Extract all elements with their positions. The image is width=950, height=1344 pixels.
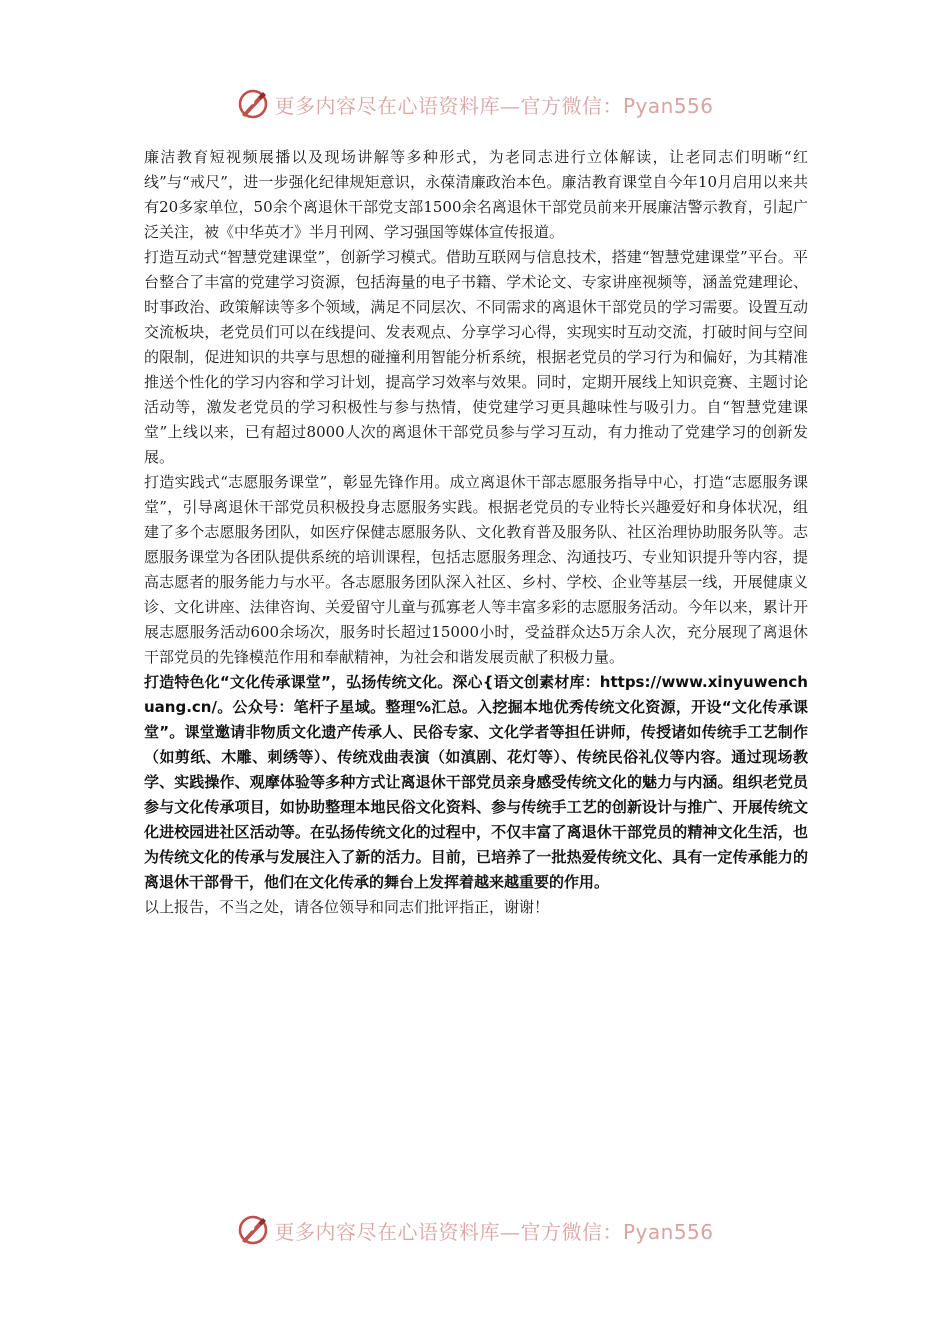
pen-circle-logo-icon — [236, 87, 270, 121]
paragraph-closing: 以上报告，不当之处，请各位领导和同志们批评指正，谢谢！ — [144, 898, 550, 916]
footer-banner-cn: 更多内容尽在心语资料库—官方微信： — [274, 1219, 623, 1244]
header-banner-cn: 更多内容尽在心语资料库—官方微信： — [274, 93, 623, 118]
header-banner-id: Pyan556 — [622, 93, 714, 118]
footer-banner-text — [274, 1216, 713, 1245]
paragraph-volunteer-class: 打造实践式“志愿服务课堂”，彰显先锋作用。成立离退休干部志愿服务指导中心，打造“志愿服务课堂”，引导离退休干部党员积极投身志愿服务实践。根据老党员的专业特长兴趣爱好和身体状况，组建了多个志愿服务团队，如医疗保健志愿服务队、文化教育普及服务队、社区治理协助服务队等。志愿服务课堂为各团队提供系统的培训课程，包括志愿服务理念、沟通技巧、专业知识提升等内容，提高志愿者的服务能力与水平。各志愿服务团队深入社区、乡村、学校、企业等基层一线，开展健康义诊、文化讲座、法律咨询、关爱留守儿童与孤寡老人等丰富多彩的志愿服务活动。今年以来，累计开展志愿服务活动600余场次，服务时长超过15000小时，受益群众达5万余人次，充分展现了离退休干部党员的先锋模范作用和奉献精神，为社会和谐发展贡献了积极力量。 — [144, 473, 808, 666]
header-banner-text — [274, 90, 713, 119]
paragraph-smart-party-class: 打造互动式“智慧党建课堂”，创新学习模式。借助互联网与信息技术，搭建“智慧党建课堂”平台。平台整合了丰富的党建学习资源，包括海量的电子书籍、学术论文、专家讲座视频等，涵盖党建理论、时事政治、政策解读等多个领域，满足不同层次、不同需求的离退休干部党员的学习需要。设置互动交流板块，老党员们可以在线提问、发表观点、分享学习心得，实现实时互动交流，打破时间与空间的限制，促进知识的共享与思想的碰撞利用智能分析系统，根据老党员的学习行为和偏好，为其精准推送个性化的学习内容和学习计划，提高学习效率与效果。同时，定期开展线上知识竞赛、主题讨论活动等，激发老党员的学习积极性与参与热情，使党建学习更具趣味性与吸引力。自“智慧党建课堂”上线以来，已有超过8000人次的离退休干部党员参与学习互动，有力推动了党建学习的创新发展。 — [144, 248, 808, 466]
header-banner — [0, 84, 950, 124]
footer-banner-id: Pyan556 — [622, 1219, 714, 1244]
paragraph-culture-class: 打造特色化“文化传承课堂”，弘扬传统文化。深心{语文创素材库：https://www.xinyuwenchuang.cn/。公众号：笔杆子星域。整理%汇总。入挖掘本地优秀传统文化资源，开设“文化传承课堂”。课堂邀请非物质文化遗产传承人、民俗专家、文化学者等担任讲师，传授诸如传统手工艺制作（如剪纸、木雕、刺绣等）、传统戏曲表演（如滇剧、花灯等）、传统民俗礼仪等内容。通过现场教学、实践操作、观摩体验等多种方式让离退休干部党员亲身感受传统文化的魅力与内涵。组织老党员参与文化传承项目，如协助整理本地民俗文化资料、参与传统手工艺的创新设计与推广、开展传统文化进校园进社区活动等。在弘扬传统文化的过程中，不仅丰富了离退休干部党员的精神文化生活，也为传统文化的传承与发展注入了新的活力。目前，已培养了一批热爱传统文化、具有一定传承能力的离退休干部骨干，他们在文化传承的舞台上发挥着越来越重要的作用。 — [144, 673, 808, 891]
document-body — [144, 145, 808, 920]
pen-circle-logo-icon — [236, 1213, 270, 1247]
footer-banner — [0, 1210, 950, 1250]
paragraph-integrity-education: 廉洁教育短视频展播以及现场讲解等多种形式，为老同志进行立体解读，让老同志们明晰“红线”与“戒尺”，进一步强化纪律规矩意识，永葆清廉政治本色。廉洁教育课堂自今年10月启用以来共有20多家单位，50余个离退休干部党支部1500余名离退休干部党员前来开展廉洁警示教育，引起广泛关注，被《中华英才》半月刊网、学习强国等媒体宣传报道。 — [144, 148, 808, 241]
